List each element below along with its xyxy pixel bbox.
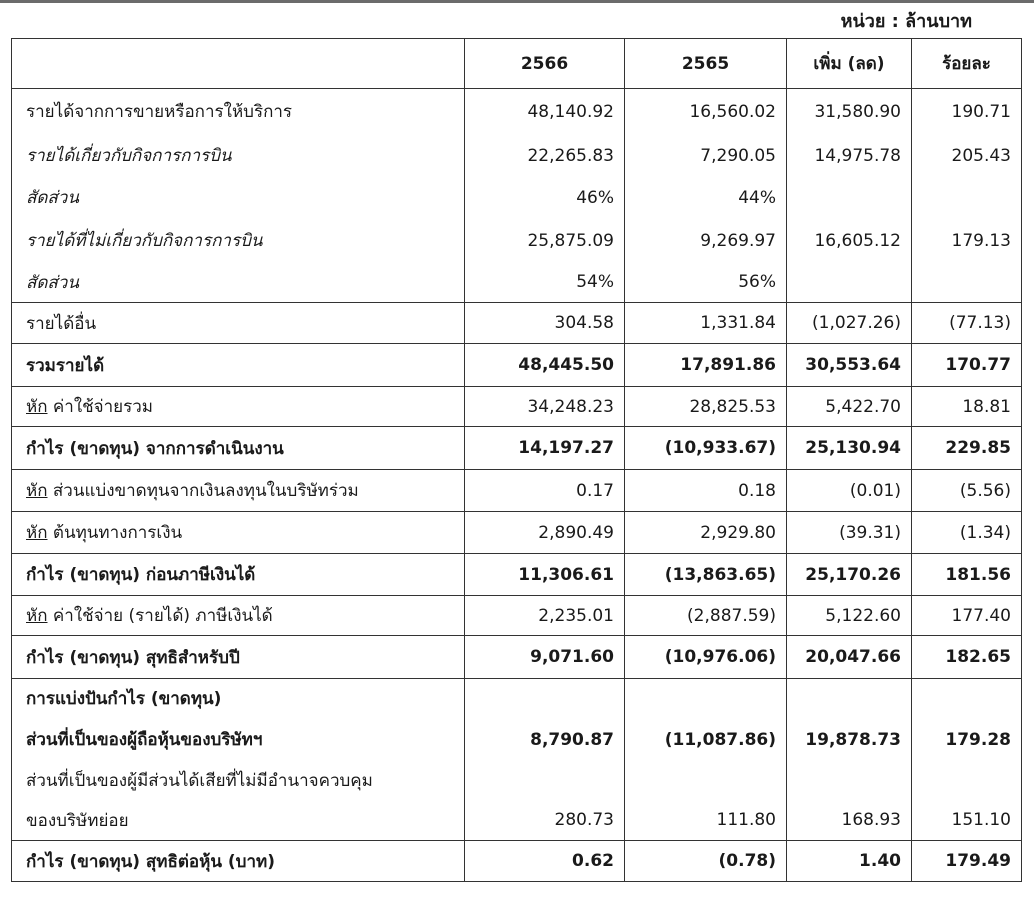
cell-2566: 9,071.60 (465, 636, 625, 679)
row-label: ของบริษัทย่อย (12, 801, 465, 841)
cell-percent: 205.43 (912, 135, 1022, 177)
row-label-text: ค่าใช้จ่ายรวม (47, 397, 154, 417)
cell-percent: (1.34) (912, 512, 1022, 554)
cell-2565: 0.18 (625, 470, 787, 512)
cell-2566: 34,248.23 (465, 387, 625, 427)
row-label: รวมรายได้ (12, 344, 465, 387)
cell-change: 31,580.90 (787, 89, 912, 135)
cell-2565: 56% (625, 263, 787, 303)
cell-2566: 11,306.61 (465, 554, 625, 596)
row-label: รายได้เกี่ยวกับกิจการการบิน (12, 135, 465, 177)
cell-2566: 0.62 (465, 841, 625, 882)
row-label: การแบ่งปันกำไร (ขาดทุน) (12, 679, 465, 719)
table-row (12, 89, 1022, 135)
cell-change: (1,027.26) (787, 303, 912, 344)
header-2565: 2565 (625, 39, 787, 89)
cell-2566: 8,790.87 (465, 719, 625, 761)
cell-percent: 177.40 (912, 596, 1022, 636)
cell-percent: (77.13) (912, 303, 1022, 344)
header-percent: ร้อยละ (912, 39, 1022, 89)
table-row (12, 219, 1022, 263)
cell-2566: 22,265.83 (465, 135, 625, 177)
cell-change: 14,975.78 (787, 135, 912, 177)
cell-2566: 48,140.92 (465, 89, 625, 135)
row-label: สัดส่วน (12, 177, 465, 219)
header-change: เพิ่ม (ลด) (787, 39, 912, 89)
cell-change: 25,170.26 (787, 554, 912, 596)
table-row (12, 512, 1022, 554)
row-label: กำไร (ขาดทุน) สุทธิต่อหุ้น (บาท) (12, 841, 465, 882)
table-row (12, 679, 1022, 719)
header-blank (12, 39, 465, 89)
cell-change (787, 761, 912, 801)
cell-2565: 28,825.53 (625, 387, 787, 427)
row-label-text: ต้นทุนทางการเงิน (47, 523, 183, 543)
cell-2565: 44% (625, 177, 787, 219)
cell-2565: (10,976.06) (625, 636, 787, 679)
table-row (12, 761, 1022, 801)
cell-2565: 9,269.97 (625, 219, 787, 263)
header-row (12, 39, 1022, 89)
cell-2565: (10,933.67) (625, 427, 787, 470)
row-label: รายได้อื่น (12, 303, 465, 344)
table-row (12, 841, 1022, 882)
cell-2566: 2,890.49 (465, 512, 625, 554)
cell-2566: 280.73 (465, 801, 625, 841)
less-prefix: หัก (26, 606, 48, 626)
cell-percent (912, 679, 1022, 719)
cell-2566: 25,875.09 (465, 219, 625, 263)
cell-2565 (625, 679, 787, 719)
less-prefix: หัก (26, 523, 48, 543)
row-label: กำไร (ขาดทุน) ก่อนภาษีเงินได้ (12, 554, 465, 596)
cell-percent: 229.85 (912, 427, 1022, 470)
cell-percent: 179.28 (912, 719, 1022, 761)
cell-change: 5,122.60 (787, 596, 912, 636)
cell-2565: 111.80 (625, 801, 787, 841)
cell-2565: (0.78) (625, 841, 787, 882)
cell-percent: 151.10 (912, 801, 1022, 841)
row-label: ส่วนที่เป็นของผู้มีส่วนได้เสียที่ไม่มีอำนาจควบคุม (12, 761, 465, 801)
cell-change: 168.93 (787, 801, 912, 841)
cell-percent (912, 177, 1022, 219)
header-2566: 2566 (465, 39, 625, 89)
table-row (12, 801, 1022, 841)
cell-percent: 181.56 (912, 554, 1022, 596)
cell-percent: 170.77 (912, 344, 1022, 387)
cell-2565: 7,290.05 (625, 135, 787, 177)
cell-percent: 179.13 (912, 219, 1022, 263)
table-row (12, 719, 1022, 761)
cell-percent: 190.71 (912, 89, 1022, 135)
cell-2565: 2,929.80 (625, 512, 787, 554)
cell-change: (0.01) (787, 470, 912, 512)
cell-2565: (11,087.86) (625, 719, 787, 761)
row-label: รายได้ที่ไม่เกี่ยวกับกิจการการบิน (12, 219, 465, 263)
cell-2566: 14,197.27 (465, 427, 625, 470)
income-statement-table (11, 38, 1022, 882)
table-row (12, 303, 1022, 344)
cell-2565: 17,891.86 (625, 344, 787, 387)
table-row (12, 554, 1022, 596)
table-row (12, 427, 1022, 470)
table-row (12, 263, 1022, 303)
table-row (12, 344, 1022, 387)
unit-label: หน่วย : ล้านบาท (840, 11, 972, 32)
cell-2566: 304.58 (465, 303, 625, 344)
cell-change: (39.31) (787, 512, 912, 554)
cell-2566: 46% (465, 177, 625, 219)
cell-percent (912, 761, 1022, 801)
cell-2566: 54% (465, 263, 625, 303)
cell-2565: 16,560.02 (625, 89, 787, 135)
row-label: รายได้จากการขายหรือการให้บริการ (12, 89, 465, 135)
cell-change (787, 263, 912, 303)
table-row (12, 387, 1022, 427)
cell-change: 19,878.73 (787, 719, 912, 761)
cell-change: 20,047.66 (787, 636, 912, 679)
row-label (12, 596, 465, 636)
cell-change: 30,553.64 (787, 344, 912, 387)
cell-2565: (13,863.65) (625, 554, 787, 596)
top-border-line (0, 0, 1034, 3)
cell-2566: 0.17 (465, 470, 625, 512)
table-row (12, 596, 1022, 636)
cell-change: 25,130.94 (787, 427, 912, 470)
row-label (12, 387, 465, 427)
cell-percent: 18.81 (912, 387, 1022, 427)
table-row (12, 135, 1022, 177)
cell-percent: (5.56) (912, 470, 1022, 512)
table-row (12, 470, 1022, 512)
cell-change (787, 177, 912, 219)
cell-change: 16,605.12 (787, 219, 912, 263)
row-label: ส่วนที่เป็นของผู้ถือหุ้นของบริษัทฯ (12, 719, 465, 761)
less-prefix: หัก (26, 397, 48, 417)
row-label: สัดส่วน (12, 263, 465, 303)
cell-percent: 182.65 (912, 636, 1022, 679)
row-label (12, 512, 465, 554)
cell-2565 (625, 761, 787, 801)
cell-change (787, 679, 912, 719)
cell-change: 5,422.70 (787, 387, 912, 427)
less-prefix: หัก (26, 481, 48, 501)
row-label: กำไร (ขาดทุน) สุทธิสำหรับปี (12, 636, 465, 679)
cell-2566: 2,235.01 (465, 596, 625, 636)
row-label-text: ส่วนแบ่งขาดทุนจากเงินลงทุนในบริษัทร่วม (47, 481, 359, 501)
cell-2566 (465, 761, 625, 801)
cell-2565: 1,331.84 (625, 303, 787, 344)
cell-2565: (2,887.59) (625, 596, 787, 636)
table-row (12, 636, 1022, 679)
table-row (12, 177, 1022, 219)
cell-percent (912, 263, 1022, 303)
cell-2566 (465, 679, 625, 719)
cell-2566: 48,445.50 (465, 344, 625, 387)
row-label-text: ค่าใช้จ่าย (รายได้) ภาษีเงินได้ (47, 606, 273, 626)
cell-change: 1.40 (787, 841, 912, 882)
row-label: กำไร (ขาดทุน) จากการดำเนินงาน (12, 427, 465, 470)
cell-percent: 179.49 (912, 841, 1022, 882)
row-label (12, 470, 465, 512)
